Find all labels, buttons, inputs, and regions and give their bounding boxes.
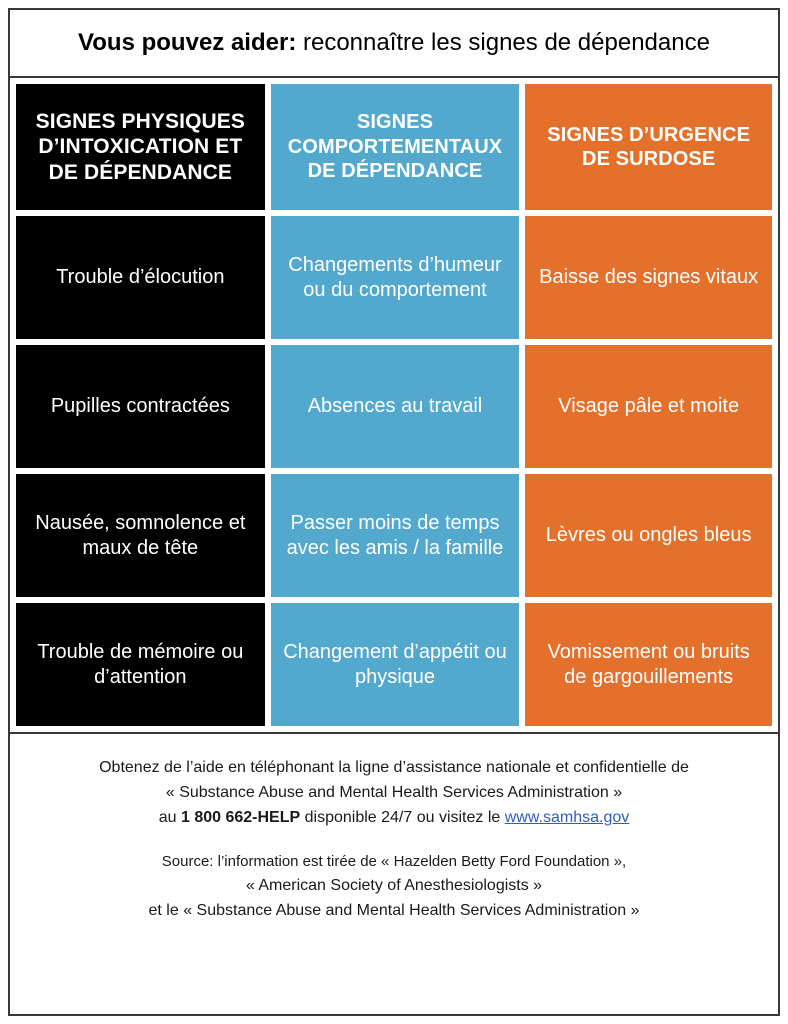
footer-help-line-2: « Substance Abuse and Mental Health Services Administration » bbox=[165, 783, 623, 801]
title-bar bbox=[10, 10, 778, 78]
poster-frame bbox=[8, 8, 780, 1016]
cell-overdose: Baisse des signes vitaux bbox=[525, 216, 772, 339]
signs-table bbox=[10, 78, 778, 732]
footer-help-line-3 bbox=[159, 806, 630, 831]
table-header-row bbox=[16, 84, 772, 210]
cell-behavioral: Absences au travail bbox=[271, 345, 520, 468]
page-title-rest: reconnaître les signes de dépendance bbox=[296, 29, 710, 57]
footer bbox=[10, 732, 778, 1014]
cell-physical: Trouble de mémoire ou d’attention bbox=[16, 603, 265, 726]
footer-source-line-2: « American Society of Anesthesiologists » bbox=[245, 877, 543, 895]
cell-physical: Nausée, somnolence et maux de tête bbox=[16, 474, 265, 597]
cell-overdose: Visage pâle et moite bbox=[525, 345, 772, 468]
cell-behavioral: Passer moins de temps avec les amis / la famille bbox=[271, 474, 520, 597]
cell-physical: Trouble d’élocution bbox=[16, 216, 265, 339]
helpline-phone-number: 1 800 662-HELP bbox=[180, 808, 301, 826]
footer-help-prefix: au bbox=[158, 808, 181, 826]
column-header-physical: SIGNES PHYSIQUES D’INTOXICATION ET DE DÉPENDANCE bbox=[16, 84, 265, 210]
cell-overdose: Lèvres ou ongles bleus bbox=[525, 474, 772, 597]
cell-overdose: Vomissement ou bruits de gargouillements bbox=[525, 603, 772, 726]
table-row bbox=[16, 216, 772, 339]
table-row bbox=[16, 603, 772, 726]
table-row bbox=[16, 474, 772, 597]
page-title bbox=[78, 29, 710, 57]
column-header-overdose: SIGNES D’URGENCE DE SURDOSE bbox=[525, 84, 772, 210]
footer-help-line-1: Obtenez de l’aide en téléphonant la ligne d’assistance nationale et confidentielle de bbox=[99, 759, 689, 776]
samhsa-website-link[interactable]: www.samhsa.gov bbox=[504, 808, 630, 826]
column-header-behavioral: SIGNES COMPORTEMENTAUX DE DÉPENDANCE bbox=[271, 84, 520, 210]
cell-behavioral: Changements d’humeur ou du comportement bbox=[271, 216, 520, 339]
cell-physical: Pupilles contractées bbox=[16, 345, 265, 468]
footer-source-line-1: Source: l’information est tirée de « Hazelden Betty Ford Foundation », bbox=[161, 853, 627, 871]
footer-source-line-3: et le « Substance Abuse and Mental Health Services Administration » bbox=[148, 902, 640, 920]
table-row bbox=[16, 345, 772, 468]
page-title-strong: Vous pouvez aider: bbox=[78, 29, 297, 57]
footer-help-middle: disponible 24/7 ou visitez le bbox=[300, 808, 505, 826]
cell-behavioral: Changement d’appétit ou physique bbox=[271, 603, 520, 726]
